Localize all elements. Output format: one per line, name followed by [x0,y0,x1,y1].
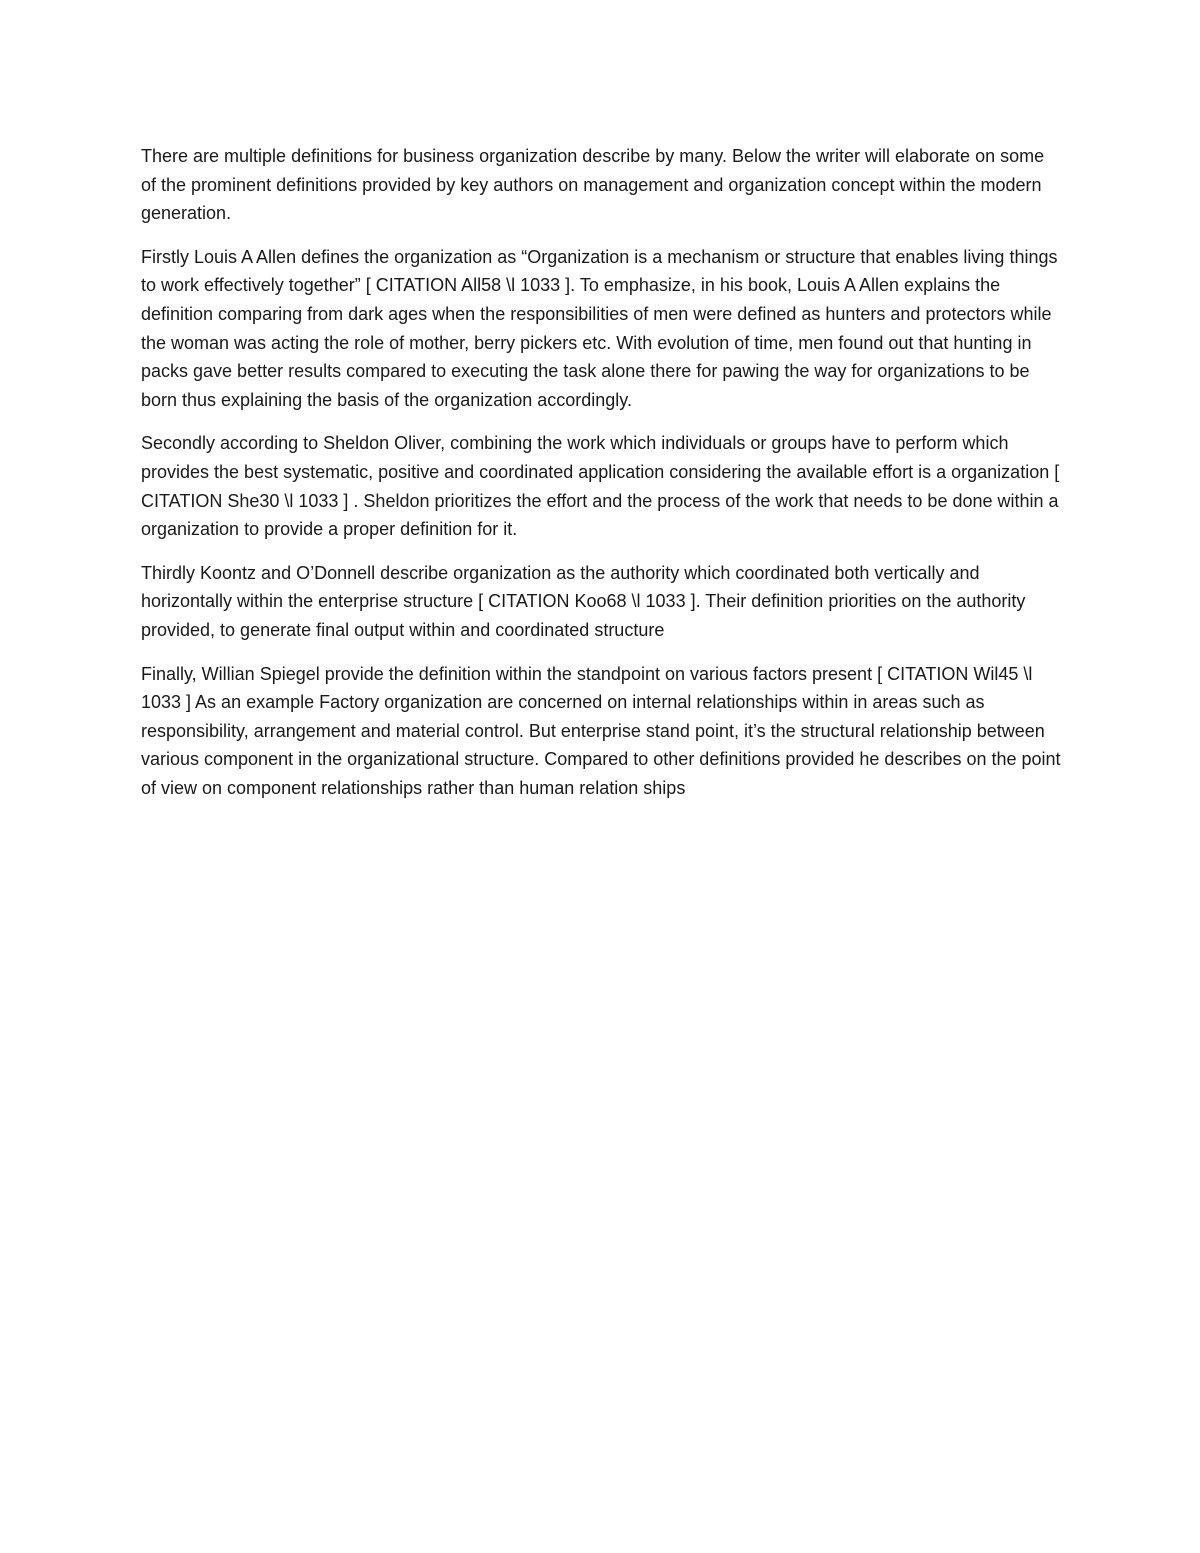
paragraph-allen: Firstly Louis A Allen defines the organization as “Organization is a mechanism or structure that enables living things to work effectively together” [ CITATION All58 \l 1033 ]. To emphasize, in his book, Louis A Allen explains the definition comparing from dark ages when the responsibilities of men were defined as hunters and protectors while the woman was acting the role of mother, berry pickers etc. With evolution of time, men found out that hunting in packs gave better results compared to executing the task alone there for pawing the way for organizations to be born thus explaining the basis of the organization accordingly. [141,246,1058,410]
paragraph-sheldon: Secondly according to Sheldon Oliver, combining the work which individuals or groups have to perform which provides the best systematic, positive and coordinated application considering the available effort is a organization [ CITATION She30 \l 1033 ] . Sheldon prioritizes the effort and the process of the work that needs to be done within a organization to provide a proper definition for it. [141,433,1060,540]
paragraph-intro: There are multiple definitions for business organization describe by many. Below the writer will elaborate on some of the prominent definitions provided by key authors on management and organization concept within the modern generation. [141,146,1045,224]
paragraph-spiegel: Finally, Willian Spiegel provide the definition within the standpoint on various factors present [ CITATION Wil45 \l 1033 ] As an example Factory organization are concerned on internal relationships within in areas such as responsibility, arrangement and material control. But enterprise stand point, it’s the structural relationship between various component in the organizational structure. Compared to other definitions provided he describes on the point of view on component relationships rather than human relation ships [141,663,1061,798]
document-body [141,142,1061,817]
paragraph-koontz: Thirdly Koontz and O’Donnell describe organization as the authority which coordinated both vertically and horizontally within the enterprise structure [ CITATION Koo68 \l 1033 ]. Their definition priorities on the authority provided, to generate final output within and coordinated structure [141,562,1026,640]
